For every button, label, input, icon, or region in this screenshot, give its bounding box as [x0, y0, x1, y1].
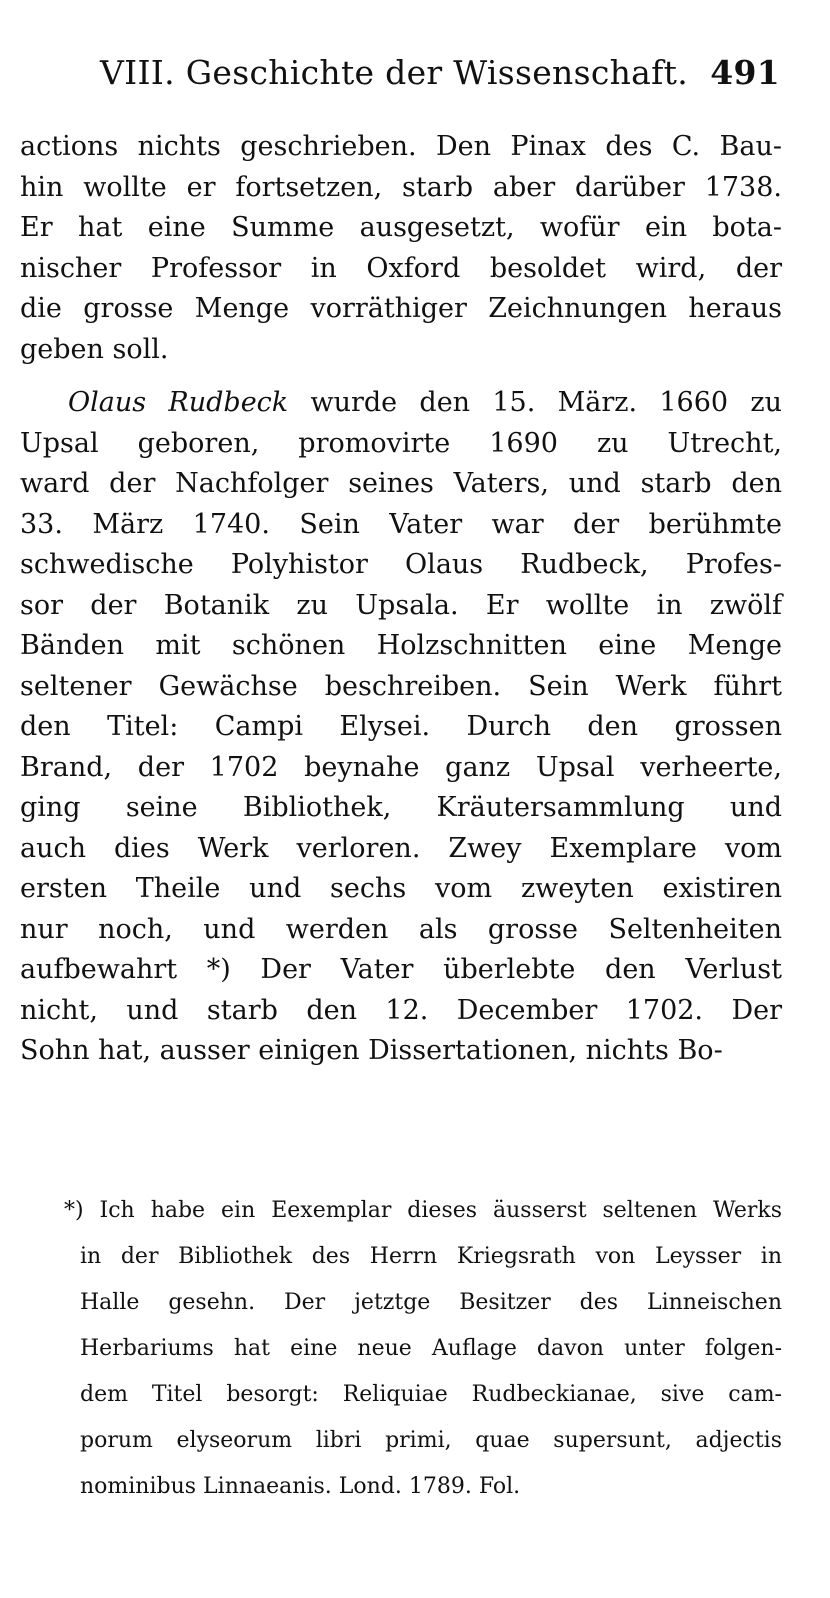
text-line	[20, 383, 782, 424]
footnote	[64, 1188, 782, 1510]
text-line: seltener Gewächse beschreiben. Sein Werk führt	[20, 670, 782, 702]
text-line: Sohn hat, ausser einigen Dissertationen, nichts Bo-	[20, 1035, 723, 1066]
text-line: ging seine Bibliothek, Kräutersammlung und	[20, 792, 782, 823]
text-line: nicht, und starb den 12. December 1702. Der	[20, 994, 782, 1026]
text-line: die grosse Menge vorräthiger Zeichnungen heraus	[20, 293, 782, 324]
text-line: 33. März 1740. Sein Vater war der berühmte	[20, 508, 782, 540]
text-line: ersten Theile und sechs vom zweyten existiren	[20, 873, 782, 904]
text-line: den Titel: Campi Elysei. Durch den grossen	[20, 711, 782, 742]
text-line: hin wollte er fortsetzen, starb aber darüber 1738.	[20, 171, 782, 203]
paragraph-2	[20, 383, 782, 1072]
text-line: auch dies Werk verloren. Zwey Exemplare vom	[20, 832, 782, 864]
text-line: nur noch, und werden als grosse Seltenheiten	[20, 913, 782, 945]
paragraph-1	[20, 127, 782, 370]
text-line: ward der Nachfolger seines Vaters, und starb den	[20, 468, 782, 499]
footnote-line: Herbariums hat eine neue Auflage davon unter folgen-	[80, 1336, 782, 1361]
text-line: geben soll.	[20, 333, 169, 365]
text-line: schwedische Polyhistor Olaus Rudbeck, Profes-	[20, 549, 782, 580]
text-fragment: wurde den 15. März. 1660 zu	[310, 387, 782, 418]
footnote-line: *) Ich habe ein Eexemplar dieses äusserst seltenen Werks	[64, 1198, 782, 1223]
running-title: VIII. Geschichte der Wissenschaft.	[100, 53, 689, 92]
person-name: Olaus Rudbeck	[68, 387, 289, 418]
text-line: actions nichts geschrieben. Den Pinax des C. Bau-	[20, 131, 782, 162]
footnote-line: dem Titel besorgt: Reliquiae Rudbeckianae, sive cam-	[80, 1382, 782, 1407]
text-line: Er hat eine Summe ausgesetzt, wofür ein bota-	[20, 212, 782, 243]
text-line: aufbewahrt *) Der Vater überlebte den Verlust	[20, 954, 782, 985]
footnote-line: in der Bibliothek des Herrn Kriegsrath von Leysser in	[80, 1244, 782, 1269]
footnote-line: Halle gesehn. Der jetztge Besitzer des Linneischen	[80, 1290, 782, 1315]
running-header	[100, 48, 780, 98]
page-number: 491	[710, 53, 780, 92]
text-line: Bänden mit schönen Holzschnitten eine Menge	[20, 630, 782, 661]
text-line: Brand, der 1702 beynahe ganz Upsal verheerte,	[20, 751, 782, 783]
text-line: nischer Professor in Oxford besoldet wird, der	[20, 252, 782, 284]
text-line: Upsal geboren, promovirte 1690 zu Utrecht,	[20, 427, 782, 459]
footnote-line: porum elyseorum libri primi, quae supersunt, adjectis	[80, 1428, 782, 1453]
footnote-line: nominibus Linnaeanis. Lond. 1789. Fol.	[80, 1474, 521, 1499]
text-line: sor der Botanik zu Upsala. Er wollte in zwölf	[20, 589, 782, 621]
